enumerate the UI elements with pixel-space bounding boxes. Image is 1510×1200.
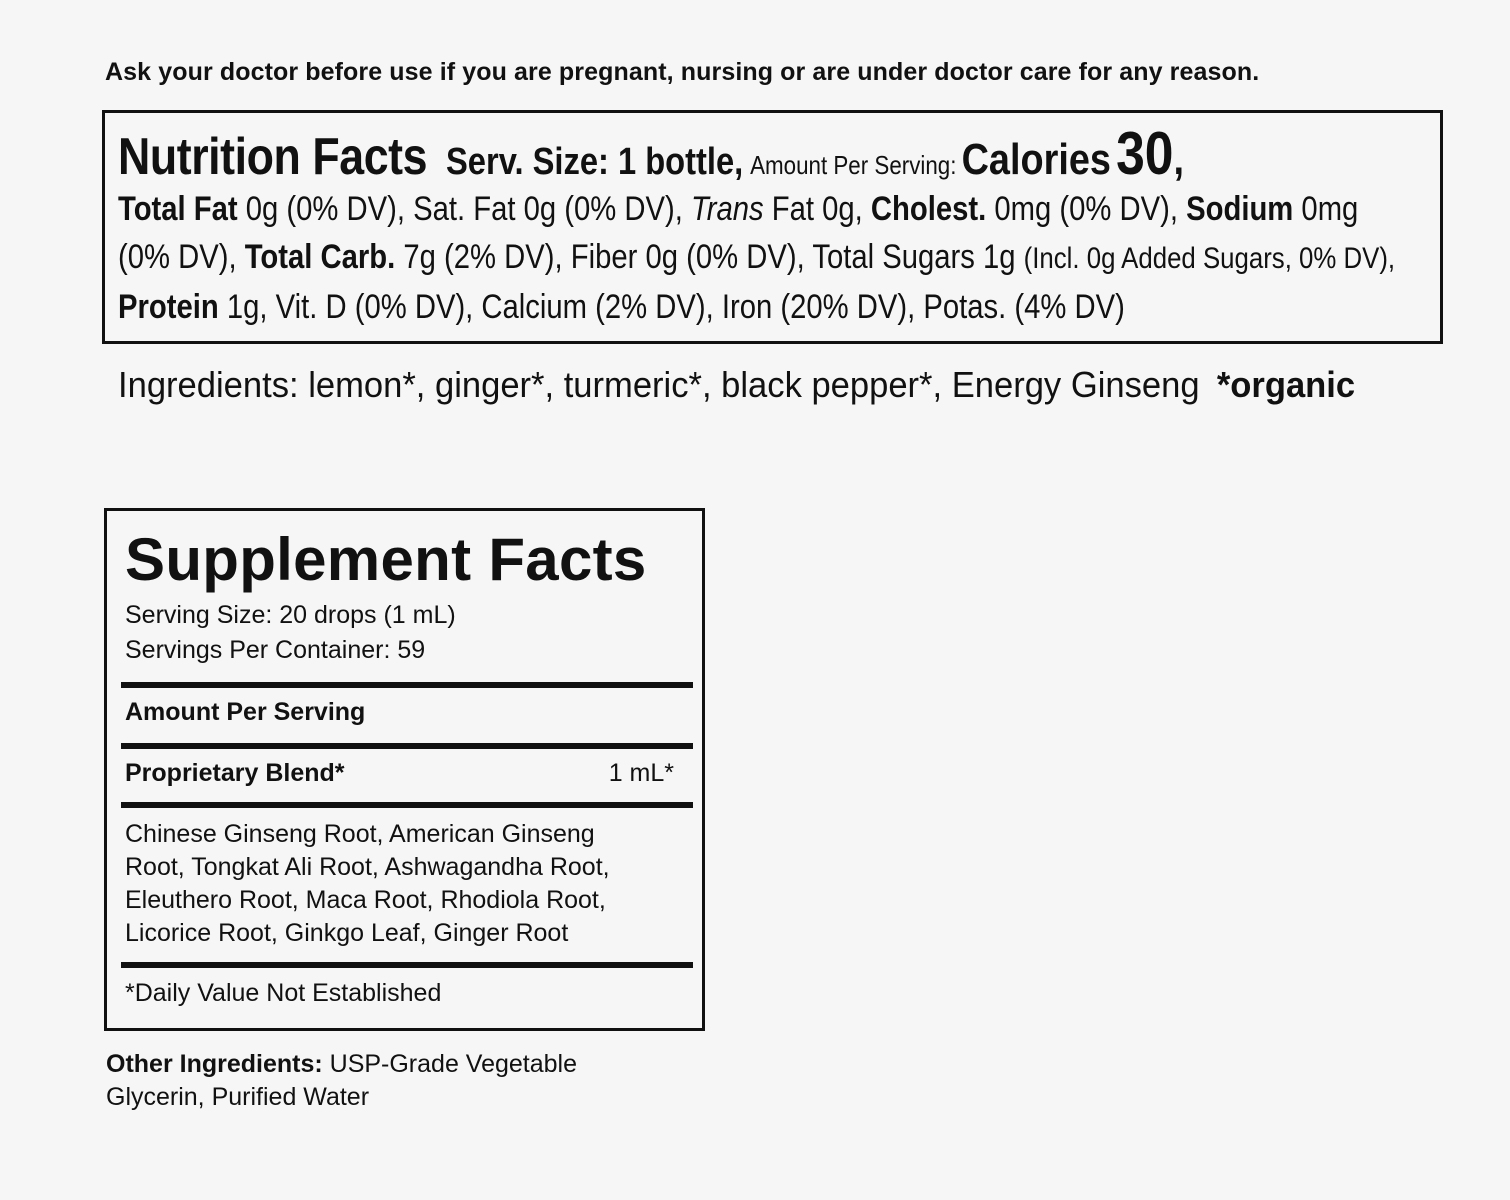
nutrition-header-line bbox=[118, 120, 1253, 187]
blend-line: Chinese Ginseng Root, American Ginseng bbox=[125, 820, 595, 848]
nutrition-facts-title: Nutrition Facts bbox=[118, 128, 428, 186]
nutrition-line-carbs bbox=[118, 233, 1396, 283]
nutrition-line-fats bbox=[118, 185, 1359, 233]
serving-size-text: Serving Size: 20 drops (1 mL) bbox=[125, 601, 456, 629]
total-carb-value: 7g (2% DV), Fiber 0g (0% DV), Total Sugars 1g bbox=[395, 238, 1024, 276]
sodium-label: Sodium bbox=[1186, 190, 1294, 228]
ingredients-line bbox=[118, 364, 1355, 406]
trans-value: Fat 0g, bbox=[763, 190, 871, 228]
supplement-facts-panel bbox=[104, 508, 705, 1031]
calories-value: 30 bbox=[1116, 120, 1174, 187]
total-fat-label: Total Fat bbox=[118, 190, 238, 228]
organic-note: *organic bbox=[1216, 364, 1356, 405]
sodium-value: 0mg bbox=[1293, 190, 1359, 228]
thick-divider bbox=[121, 802, 693, 808]
blend-ingredients-list bbox=[125, 818, 695, 950]
servings-per-container: Servings Per Container: 59 bbox=[125, 636, 426, 664]
added-sugars-note: (Incl. 0g Added Sugars, 0% DV), bbox=[1023, 242, 1396, 275]
blend-line: Eleuthero Root, Maca Root, Rhodiola Root, bbox=[125, 886, 606, 914]
serving-size: Serv. Size: 1 bottle, bbox=[446, 141, 744, 183]
amount-per-serving-label: Amount Per Serving: bbox=[750, 150, 957, 180]
protein-value: 1g, Vit. D (0% DV), Calcium (2% DV), Iron (20% DV), Potas. (4% DV) bbox=[218, 288, 1125, 326]
calories-label: Calories bbox=[961, 135, 1111, 184]
cholesterol-value: 0mg (0% DV), bbox=[986, 190, 1187, 228]
thick-divider bbox=[121, 682, 693, 688]
amount-per-serving-heading: Amount Per Serving bbox=[125, 698, 366, 726]
other-ingredients bbox=[106, 1048, 666, 1114]
ingredients-text: Ingredients: lemon*, ginger*, turmeric*, black pepper*, Energy Ginseng bbox=[118, 364, 1200, 405]
cholesterol-label: Cholest. bbox=[870, 190, 987, 228]
proprietary-blend-label: Proprietary Blend* bbox=[125, 759, 345, 787]
blend-line: Root, Tongkat Ali Root, Ashwagandha Root, bbox=[125, 853, 610, 881]
protein-label: Protein bbox=[118, 288, 219, 326]
daily-value-footnote: *Daily Value Not Established bbox=[125, 979, 442, 1007]
nutrition-line-protein bbox=[118, 283, 1253, 331]
total-carb-label: Total Carb. bbox=[244, 238, 396, 276]
blend-line: Licorice Root, Ginkgo Leaf, Ginger Root bbox=[125, 919, 569, 947]
other-ingredients-label: Other Ingredients: bbox=[106, 1050, 323, 1078]
trans-label: Trans bbox=[691, 190, 764, 228]
calories-comma: , bbox=[1173, 135, 1185, 184]
other-ingredients-value: USP-Grade Vegetable Glycerin, Purified Water bbox=[106, 1050, 578, 1111]
supplement-facts-title: Supplement Facts bbox=[125, 526, 647, 593]
sodium-dv: (0% DV), bbox=[118, 238, 245, 276]
proprietary-blend-amount: 1 mL* bbox=[608, 759, 674, 787]
warning-text: Ask your doctor before use if you are pregnant, nursing or are under doctor care for any reason. bbox=[105, 58, 1260, 86]
thick-divider bbox=[121, 743, 693, 749]
total-fat-value: 0g (0% DV), Sat. Fat 0g (0% DV), bbox=[237, 190, 692, 228]
nutrition-facts-panel bbox=[102, 110, 1443, 344]
thick-divider bbox=[121, 962, 693, 968]
